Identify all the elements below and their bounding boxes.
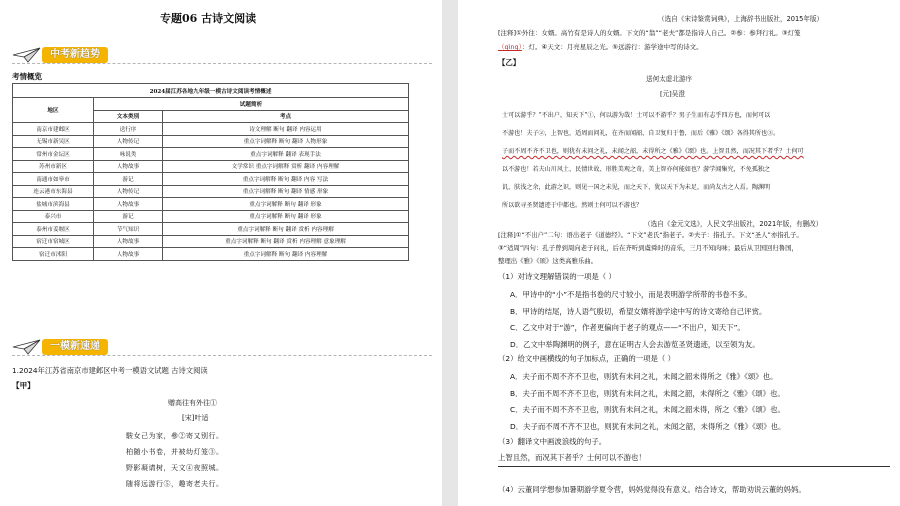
cell-type: 人物传记: [94, 185, 163, 198]
divider: [12, 63, 432, 64]
cell-points: 重点字词解释 翻译 表现手法: [163, 148, 409, 161]
table-row: [13, 160, 409, 173]
notes-1-line-2-text: ：灯。④天文：月亮星辰之光。⑤远游行：游学途中写的诗文。: [521, 43, 703, 51]
poem-line: 駿女己为家，參②寄又别行。: [126, 432, 224, 440]
cell-points: 重点字词解释 断句 翻译 赏析 内容理解: [163, 223, 409, 236]
answer-line: [498, 466, 890, 467]
cell-region: 连云港市东海县: [13, 185, 94, 198]
table-row: [13, 235, 409, 248]
notes-1-line-2: [498, 42, 703, 51]
cell-points: 重点字词解释 断句 翻译 情感 形象: [163, 185, 409, 198]
cell-type: 人物故事: [94, 235, 163, 248]
table-title: 2024届江苏各地九年级一模古诗文阅读考情概述: [13, 84, 409, 98]
cell-type: 人物故事: [94, 198, 163, 211]
section-banner-label: 中考新趋势: [42, 47, 108, 63]
notes-1-line-1: [注释]①外往：女婿。高竹有是诗人的女婿。下文的“翁”“老夫”都是指诗人自己。②参：参拜行礼。③灯笼: [498, 29, 801, 37]
table-row: [13, 173, 409, 186]
table-row: [13, 185, 409, 198]
essay-line: 讥，肤浅之余，此游之识，则见一国之未见，而之天下，犹以天下为未足，而尚友古之人焉。陶渊明: [502, 184, 771, 191]
col-points: 考点: [163, 110, 409, 123]
exam-overview-table: [12, 83, 409, 261]
question-1: （1）对诗文理解错误的一项是（ ）: [498, 272, 616, 281]
section-banner-trends: [12, 44, 432, 66]
page-title: 专题06 古诗文阅读: [160, 12, 257, 25]
option-C[interactable]: C．夫子而不周不齐不卫也，则犹有未问之礼，未闻之韶未得，所之《雅》《颂》也。: [510, 405, 785, 414]
cell-type: 送行序: [94, 123, 163, 136]
cell-region: 苏州市新区: [13, 160, 94, 173]
option-A[interactable]: A．甲诗中的“小”不是指书卷的尺寸较小，而是表明游学所带的书卷不多。: [510, 290, 752, 299]
paper-plane-icon: [12, 338, 42, 356]
poem-author: [宋]叶适: [182, 414, 209, 422]
question-2: （2）给文中画横线的句子加标点，正确的一项是（ ）: [498, 354, 676, 363]
notes-2-line-1: [注释]①“不出户”二句：语出老子《道德经》。“下文”老氏“指老子。②夫子：指孔子。下文“圣人”亦指孔子。: [498, 231, 803, 239]
table-row: [13, 135, 409, 148]
table-row: [13, 123, 409, 136]
cell-type: 游记: [94, 173, 163, 186]
option-D[interactable]: D．夫子而不周不齐不卫也，则犹有未问之礼，未闻之韶，未得所之《雅》《颂》也。: [510, 421, 786, 431]
cell-points: 重点字词解释 断句 翻译 内容理解: [163, 248, 409, 261]
cell-region: 盐城市滨海县: [13, 198, 94, 211]
option-B[interactable]: B．夫子而不周不齐不卫也，则犹有未问之礼，未闻之韶，未得所之《雅》《颂》也。: [510, 388, 785, 398]
cell-type: 节气知识: [94, 223, 163, 236]
cell-region: 泰兴市: [13, 210, 94, 223]
divider: [12, 355, 432, 356]
cell-points: 重点字词解释 断句 翻译 人物形象: [163, 135, 409, 148]
essay-author: [元]吴澄: [660, 90, 685, 98]
table-row: [13, 198, 409, 211]
cell-points: 诗文理解 断句 翻译 内容运用: [163, 123, 409, 136]
option-A[interactable]: A．夫子而不周不齐不卫也，则犹有未问之礼，未闻之韶未得所之《雅》《颂》也。: [510, 372, 778, 381]
cell-region: 泰州市姜堰区: [13, 223, 94, 236]
cell-region: 宿迁市宿城区: [13, 235, 94, 248]
poem-title: 赠高往有外往①: [168, 399, 217, 407]
cell-region: 南通市如皋市: [13, 173, 94, 186]
cell-type: 人物故事: [94, 248, 163, 261]
q3-answer[interactable]: 上智且然，而况其下者乎？士何可以不游也！: [498, 453, 646, 462]
section-banner-latest: [12, 336, 432, 358]
cell-points: 文学常识 重点字词解释 赏析 翻译 内容理解: [163, 160, 409, 173]
essay-line: 以不游也！若夫山川风土、民情世故、形胜美观之奇，美上智亦何能如也？游学闻集究，不免孤独之: [502, 166, 771, 173]
passage-label-jia: 【甲】: [12, 381, 35, 390]
table-row: [13, 148, 409, 161]
cell-region: 宿迁市沭阳: [13, 248, 94, 261]
pinyin-annotation: （qìng）: [498, 43, 522, 51]
overview-label: 考情概览: [12, 72, 42, 81]
cell-region: 南京市建邺区: [13, 123, 94, 136]
table-row: [13, 210, 409, 223]
question-intro: 1.2024年江苏省南京市建邺区中考一模语文试题 古诗文阅读: [12, 366, 208, 375]
notes-2-line-2: ③“适周”四句：孔子曾到周向老子问礼，后在齐听到虞舜时的音乐，三月不知肉味；最后从卫国回归鲁国，: [498, 244, 798, 252]
col-analysis: 试题简析: [94, 98, 409, 111]
essay-line: 子而不周不齐不卫也，则犹有未问之礼，未闻之韶，未得所之《雅》《颂》也。上智且然，而况其下者乎？士何可: [502, 148, 804, 155]
question-4: （4）云董同学想参加暑期游学夏令营，妈妈觉得没有意义。结合诗文，帮助劝说云董的妈妈。: [498, 485, 806, 494]
notes-2-line-3: 整理出《雅》《颂》这类高雅乐曲。: [498, 257, 598, 265]
section-banner-label: 一模新速递: [42, 339, 108, 355]
passage-label-yi: 【乙】: [498, 58, 521, 67]
essay-line: 所以欲寻圣贤遗迹于中都也。然则士何可以不游也？: [502, 202, 643, 209]
cell-points: 重点字词解释 断句 翻译 形象: [163, 198, 409, 211]
cell-type: 人物传记: [94, 135, 163, 148]
option-C[interactable]: C．乙文中对于“游”，作者更偏向于老子的观点——“不出户，知天下”。: [510, 323, 745, 332]
poem-line: 随将远游行⑤，趣寄老夫行。: [126, 480, 224, 488]
question-3: （3）翻译文中画波浪线的句子。: [498, 437, 607, 446]
table-row: [13, 248, 409, 261]
option-D[interactable]: D．乙文中举陶渊明的例子，意在证明古人会去游览圣贤遗迹，以至领为友。: [510, 339, 760, 349]
right-page: [458, 0, 900, 506]
col-type: 文本类别: [94, 110, 163, 123]
left-page: [0, 0, 442, 506]
cell-type: 咏说类: [94, 148, 163, 161]
cell-points: 重点字词解释 断句 翻译 赏析 内容理解 意象理解: [163, 235, 409, 248]
essay-title: 送何太虚北游序: [646, 75, 693, 83]
cell-points: 重点字词解释 断句 翻译 形象: [163, 210, 409, 223]
paper-plane-icon: [12, 46, 42, 64]
cell-type: 游记: [94, 210, 163, 223]
cell-type: 人物故事: [94, 160, 163, 173]
poem-line: 野影凝请树，天文④夜照城。: [126, 464, 224, 472]
essay-line: 不游也！夫子②，上智也，适周而问礼，在齐而闻韶，自卫复归于鲁，而后《雅》《颂》各得其所也③。: [502, 130, 780, 137]
cell-points: 重点字词解释 断句 翻译 内容 写法: [163, 173, 409, 186]
source-citation-1: （选自《宋诗鉴赏词典》，上海辞书出版社，2015年版）: [658, 15, 824, 23]
cell-region: 常州市金坛区: [13, 148, 94, 161]
col-region: 地区: [13, 98, 94, 123]
essay-line: 士可以游乎？“不出户，知天下”①，何以游为哉！士可以不游乎？男子生而有志乎四方也，而何可以: [502, 112, 771, 119]
source-citation-2: （选自《金元文选》，人民文学出版社，2021年版，有删改）: [644, 220, 823, 228]
cell-region: 无锡市新吴区: [13, 135, 94, 148]
poem-line: 柏随小书卷，并被幼灯笼③。: [126, 448, 224, 456]
option-B[interactable]: B．甲诗的结尾，诗人语气殷切，希望女婿将游学途中写的诗文寄给自己评赏。: [510, 306, 767, 316]
table-row: [13, 223, 409, 236]
